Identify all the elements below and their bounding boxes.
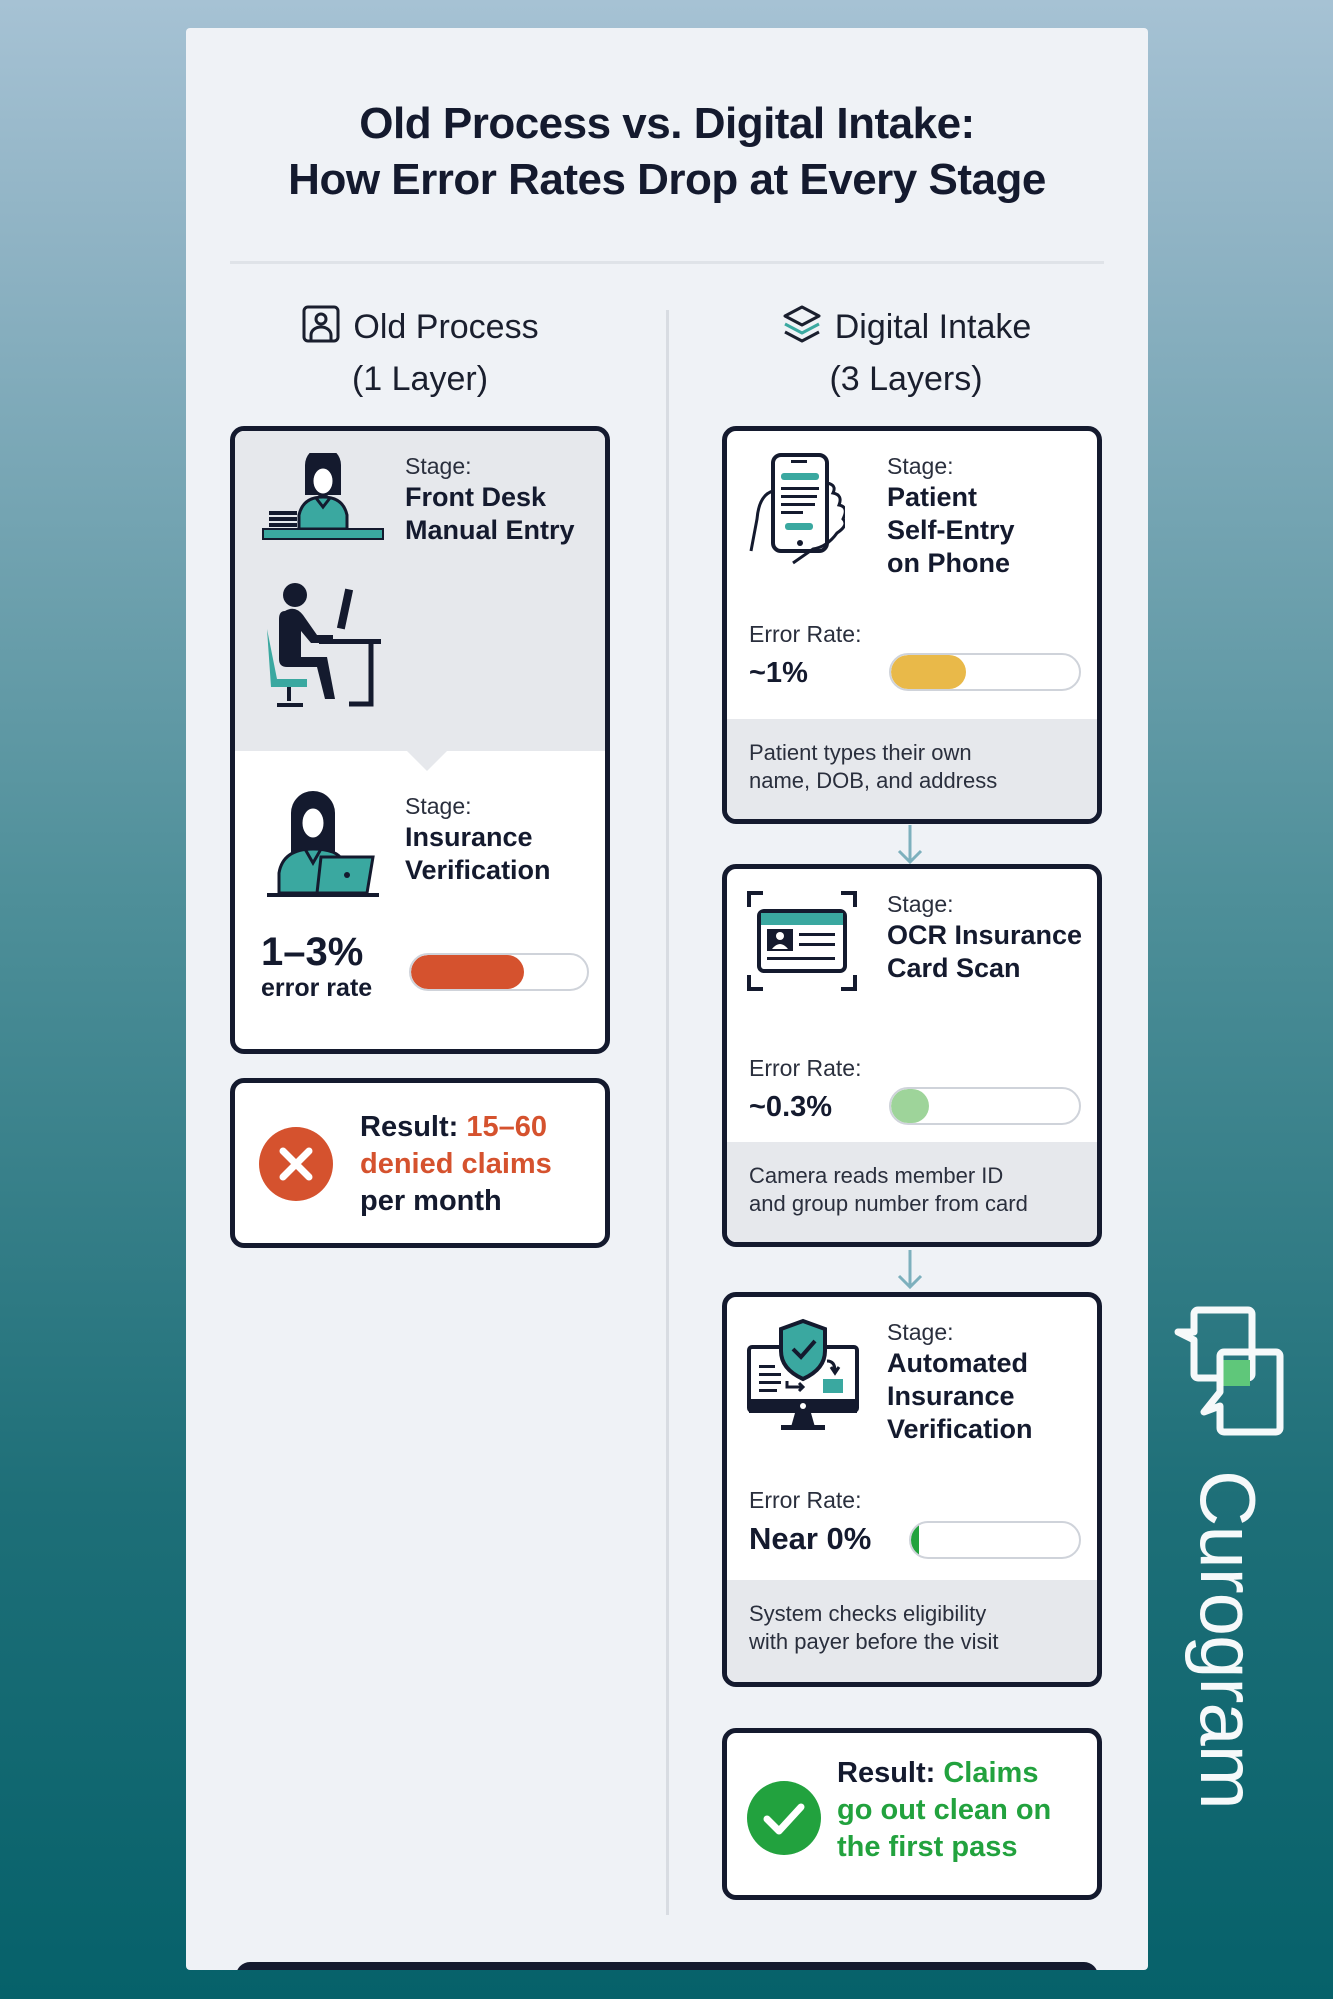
error-rate-fill [911,1523,919,1557]
stage-connector-notch [405,749,449,771]
phone-in-hand-icon [745,451,845,580]
column-divider [666,310,669,1915]
old-stage-1-text: Stage: Front Desk Manual Entry [405,453,575,545]
old-error-rate: 1–3% error rate [261,930,373,1002]
old-stage-2-text: Stage: Insurance Verification [405,793,551,885]
id-card-scan-icon [745,889,859,998]
woman-laptop-icon [261,791,385,906]
bottom-panel-edge [236,1962,1098,1970]
error-rate-label: Error Rate: [749,621,862,647]
digital-stage-1-description: Patient types their own name, DOB, and address [727,719,1097,819]
chat-bubbles-logo-icon [1168,1300,1288,1450]
person-frame-icon [301,304,341,356]
digital-stage-1-text: Stage: Patient Self-Entry on Phone [887,453,1015,578]
title-line-2: How Error Rates Drop at Every Stage [288,155,1046,204]
receptionist-icon [261,453,385,550]
error-rate-value: Near 0% [749,1521,872,1556]
down-arrow-icon [895,825,925,865]
old-error-rate-bar [409,953,589,991]
digital-stage-1-card [722,426,1102,824]
error-rate-fill [891,655,966,689]
digital-intake-heading: Digital Intake (3 Layers) [706,304,1106,402]
digital-stage-3-description: System checks eligibility with payer before the visit [727,1580,1097,1682]
down-arrow-icon [895,1250,925,1290]
error-rate-label: Error Rate: [749,1487,862,1513]
infographic-panel [186,28,1148,1970]
old-process-heading: Old Process (1 Layer) [230,304,610,402]
digital-result-text: Result: Claims go out clean on the first pass [837,1757,1052,1863]
old-process-card [230,426,610,1054]
check-circle-icon [747,1781,821,1855]
error-rate-fill [891,1089,929,1123]
error-rate-label: Error Rate: [749,1055,862,1081]
old-result-text: Result: 15–60 denied claims per month [360,1111,552,1217]
digital-result-card [722,1728,1102,1900]
digital-stage-2-description: Camera reads member ID and group number from card [727,1142,1097,1242]
shield-monitor-icon [745,1317,861,1442]
old-error-rate-fill [411,955,524,989]
title-divider [230,261,1104,264]
error-rate-value: ~1% [749,657,808,689]
old-result-card [230,1078,610,1248]
person-at-computer-icon [259,581,387,716]
digital-stage-2-text: Stage: OCR Insurance Card Scan [887,891,1083,983]
page-title [186,96,1148,208]
digital-stage-3-bar [909,1521,1081,1559]
digital-stage-2-bar [889,1087,1081,1125]
digital-stage-2-card [722,864,1102,1247]
digital-stage-1-bar [889,653,1081,691]
digital-stage-3-text: Stage: Automated Insurance Verification [887,1319,1033,1444]
title-line-1: Old Process vs. Digital Intake: [359,99,975,148]
digital-stage-3-card [722,1292,1102,1687]
layers-icon [781,304,823,356]
brand-name: Curogram [1184,1470,1272,1809]
error-rate-value: ~0.3% [749,1091,833,1123]
x-circle-icon [259,1127,333,1201]
